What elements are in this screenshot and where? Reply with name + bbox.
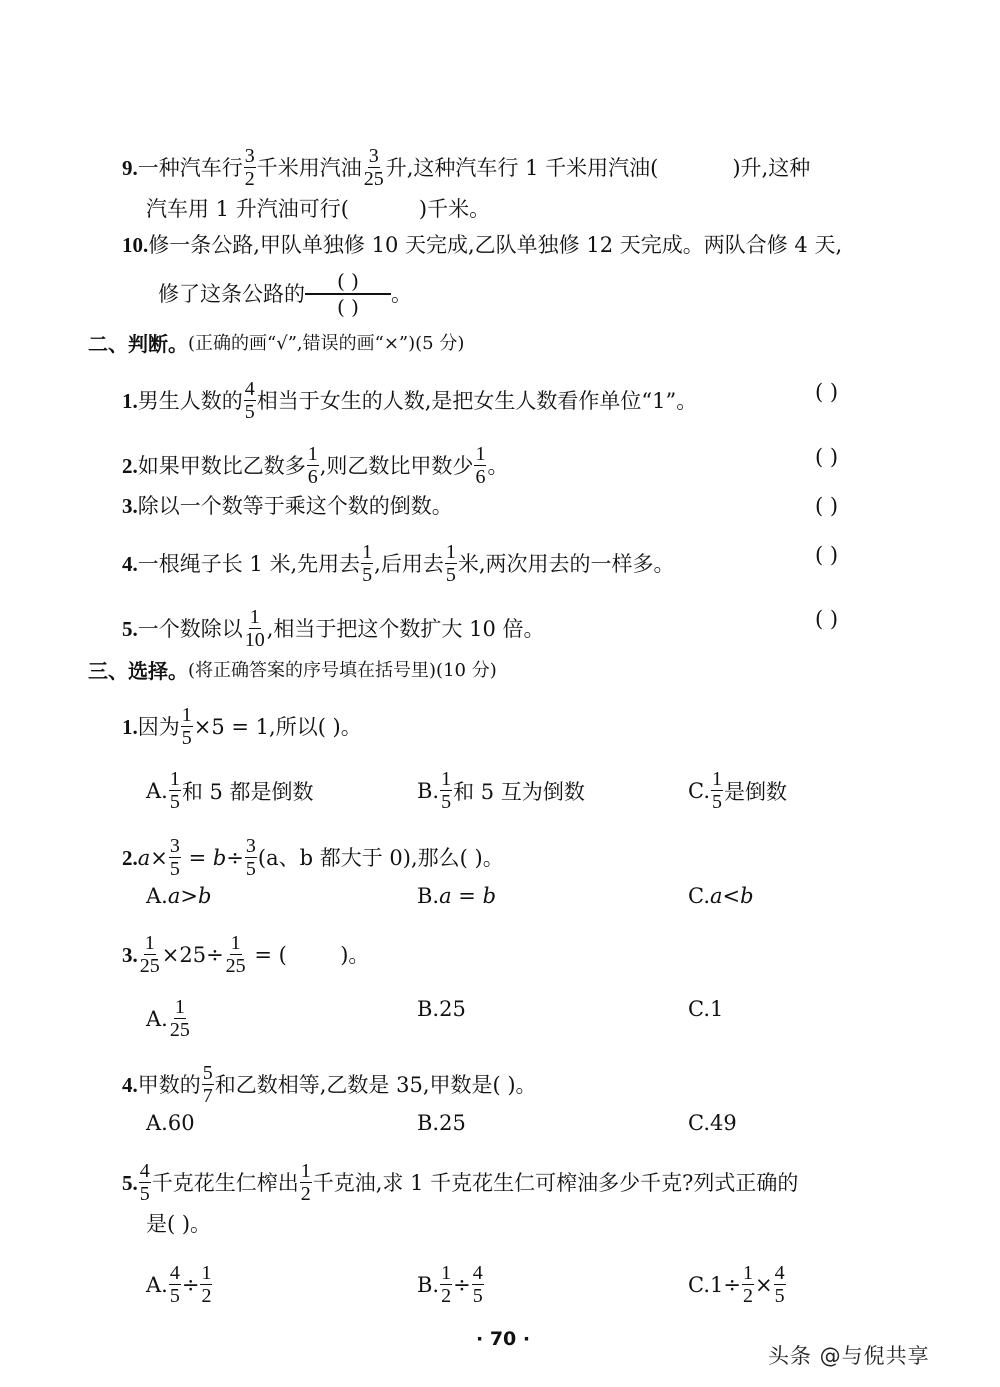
fraction: $\frac{1}{6}$	[307, 443, 318, 488]
fraction: $\frac{1}{25}$	[225, 932, 246, 977]
fraction: $\frac{1}{5}$	[362, 541, 373, 586]
option-c[interactable]: C. 1÷ $\frac{1}{2}$ × $\frac{4}{5}$	[688, 1262, 785, 1307]
judge-item-5: 5. 一个数除以 $\frac{1}{10}$ ,相当于把这个数扩大 10 倍。	[122, 606, 545, 651]
fraction: $\frac{1}{25}$	[169, 996, 190, 1041]
choice-question-4: 4. 甲数的 $\frac{5}{7}$ 和乙数相等,乙数是 35,甲数是( )。	[122, 1062, 537, 1107]
choice-question-3: 3. $\frac{1}{25}$ ×25÷ $\frac{1}{25}$ = ( )。	[122, 932, 370, 977]
question-text: 一种汽车行	[137, 155, 243, 180]
option-a[interactable]: A. $\frac{1}{5}$ 和 5 都是倒数	[146, 768, 314, 813]
fraction: $\frac{4}{5}$	[472, 1262, 483, 1307]
question-9	[122, 145, 810, 190]
option-b[interactable]: B. a = b	[417, 884, 497, 908]
fraction: $\frac{4}{5}$	[774, 1262, 785, 1307]
fraction: $\frac{4}{5}$	[244, 378, 255, 423]
fraction: $\frac{1}{10}$	[244, 606, 265, 651]
option-a[interactable]: A. a>b	[146, 884, 212, 908]
option-b[interactable]: B. 25	[417, 1111, 466, 1135]
option-a[interactable]: A. 60	[146, 1111, 195, 1135]
question-text: )千米。	[418, 197, 491, 221]
answer-paren[interactable]: ( )	[815, 494, 839, 518]
option-b[interactable]: B. $\frac{1}{5}$ 和 5 互为倒数	[417, 768, 585, 813]
fraction: $\frac{1}{5}$	[712, 768, 722, 813]
question-text: 升,这种汽车行 1 千米用汽油(	[385, 155, 659, 180]
question-number: 10.	[122, 233, 149, 257]
option-a[interactable]: A. $\frac{1}{25}$	[146, 996, 190, 1041]
judge-item-2: 2. 如果甲数比乙数多 $\frac{1}{6}$ ,则乙数比甲数少 $\frac{1}{6}$ 。	[122, 443, 509, 488]
fraction: $\frac{3}{5}$	[245, 835, 256, 880]
option-a[interactable]: A. $\frac{4}{5}$ ÷ $\frac{1}{2}$	[146, 1262, 212, 1307]
judge-item-4: 4. 一根绳子长 1 米,先用去 $\frac{1}{5}$ ,后用去 $\frac{1}{5}$ 米,两次用去的一样多。	[122, 541, 675, 586]
section-3-heading: 三、选择。 (将正确答案的序号填在括号里)(10 分)	[88, 659, 497, 683]
page-number: · 70 ·	[476, 1328, 531, 1350]
judge-item-3: 3. 除以一个数等于乘这个数的倒数。	[122, 494, 453, 518]
fraction: $\frac{1}{25}$	[139, 932, 160, 977]
fraction: $\frac{1}{2}$	[201, 1262, 212, 1307]
option-b[interactable]: B. 25	[417, 997, 466, 1021]
question-text: 千米用汽油	[256, 155, 362, 180]
fraction: $\frac{1}{2}$	[300, 1160, 311, 1205]
watermark: 头条 @与倪共享	[768, 1344, 930, 1368]
fraction: $\frac{1}{5}$	[445, 541, 456, 586]
option-c[interactable]: C. 49	[688, 1111, 737, 1135]
fraction: $\frac{1}{6}$	[475, 443, 486, 488]
question-text: 汽车用 1 升汽油可行(	[146, 197, 349, 221]
judge-item-1: 1. 男生人数的 $\frac{4}{5}$ 相当于女生的人数,是把女生人数看作单位“1”。	[122, 378, 698, 423]
answer-fraction-blank[interactable]: ( ) ( )	[305, 269, 391, 319]
question-text: 修了这条公路的	[158, 282, 305, 306]
option-b[interactable]: B. $\frac{1}{2}$ ÷ $\frac{4}{5}$	[417, 1262, 483, 1307]
choice-question-5: 5. $\frac{4}{5}$ 千克花生仁榨出 $\frac{1}{2}$ 千克油,求 1 千克花生仁可榨油多少千克?列式正确的	[122, 1160, 799, 1205]
option-c[interactable]: C. $\frac{1}{5}$ 是倒数	[688, 768, 787, 813]
fraction: $\frac{1}{5}$	[181, 704, 192, 749]
fraction: $\frac{4}{5}$	[169, 1262, 180, 1307]
answer-paren[interactable]: ( )	[815, 543, 839, 567]
answer-paren[interactable]: ( )	[815, 607, 839, 631]
question-10-line-2: 修了这条公路的 ( ) ( ) 。	[158, 269, 412, 319]
choice-question-5-line-2: 是( )。	[146, 1212, 212, 1236]
fraction: $\frac{5}{7}$	[202, 1062, 213, 1107]
option-c[interactable]: C. a<b	[688, 884, 754, 908]
question-text: 修一条公路,甲队单独修 10 天完成,乙队单独修 12 天完成。两队合修 4 天,	[148, 233, 843, 257]
fraction: $\frac{3}{5}$	[169, 835, 180, 880]
fraction: $\frac{4}{5}$	[139, 1160, 150, 1205]
answer-paren[interactable]: ( )	[815, 445, 839, 469]
choice-question-2: 2. a × $\frac{3}{5}$ = b ÷ $\frac{3}{5}$ (a、b 都大于 0),那么( )。	[122, 835, 504, 880]
fraction: $\frac{1}{2}$	[441, 1262, 452, 1307]
section-2-heading: 二、判断。 (正确的画“√”,错误的画“×”)(5 分)	[88, 332, 465, 356]
fraction: $\frac{3}{25}$	[363, 145, 384, 190]
option-c[interactable]: C. 1	[688, 997, 724, 1021]
fraction: $\frac{1}{5}$	[169, 768, 180, 813]
question-number: 9.	[122, 155, 138, 180]
question-9-line-2	[146, 195, 490, 223]
fraction: $\frac{1}{5}$	[441, 768, 452, 813]
question-10	[122, 231, 842, 259]
fraction: $\frac{1}{2}$	[742, 1262, 753, 1307]
answer-paren[interactable]: ( )	[815, 380, 839, 404]
choice-question-1: 1. 因为 $\frac{1}{5}$ ×5 = 1,所以( )。	[122, 704, 362, 749]
question-text: )升,这种	[732, 155, 811, 180]
fraction: $\frac{3}{2}$	[244, 145, 255, 190]
